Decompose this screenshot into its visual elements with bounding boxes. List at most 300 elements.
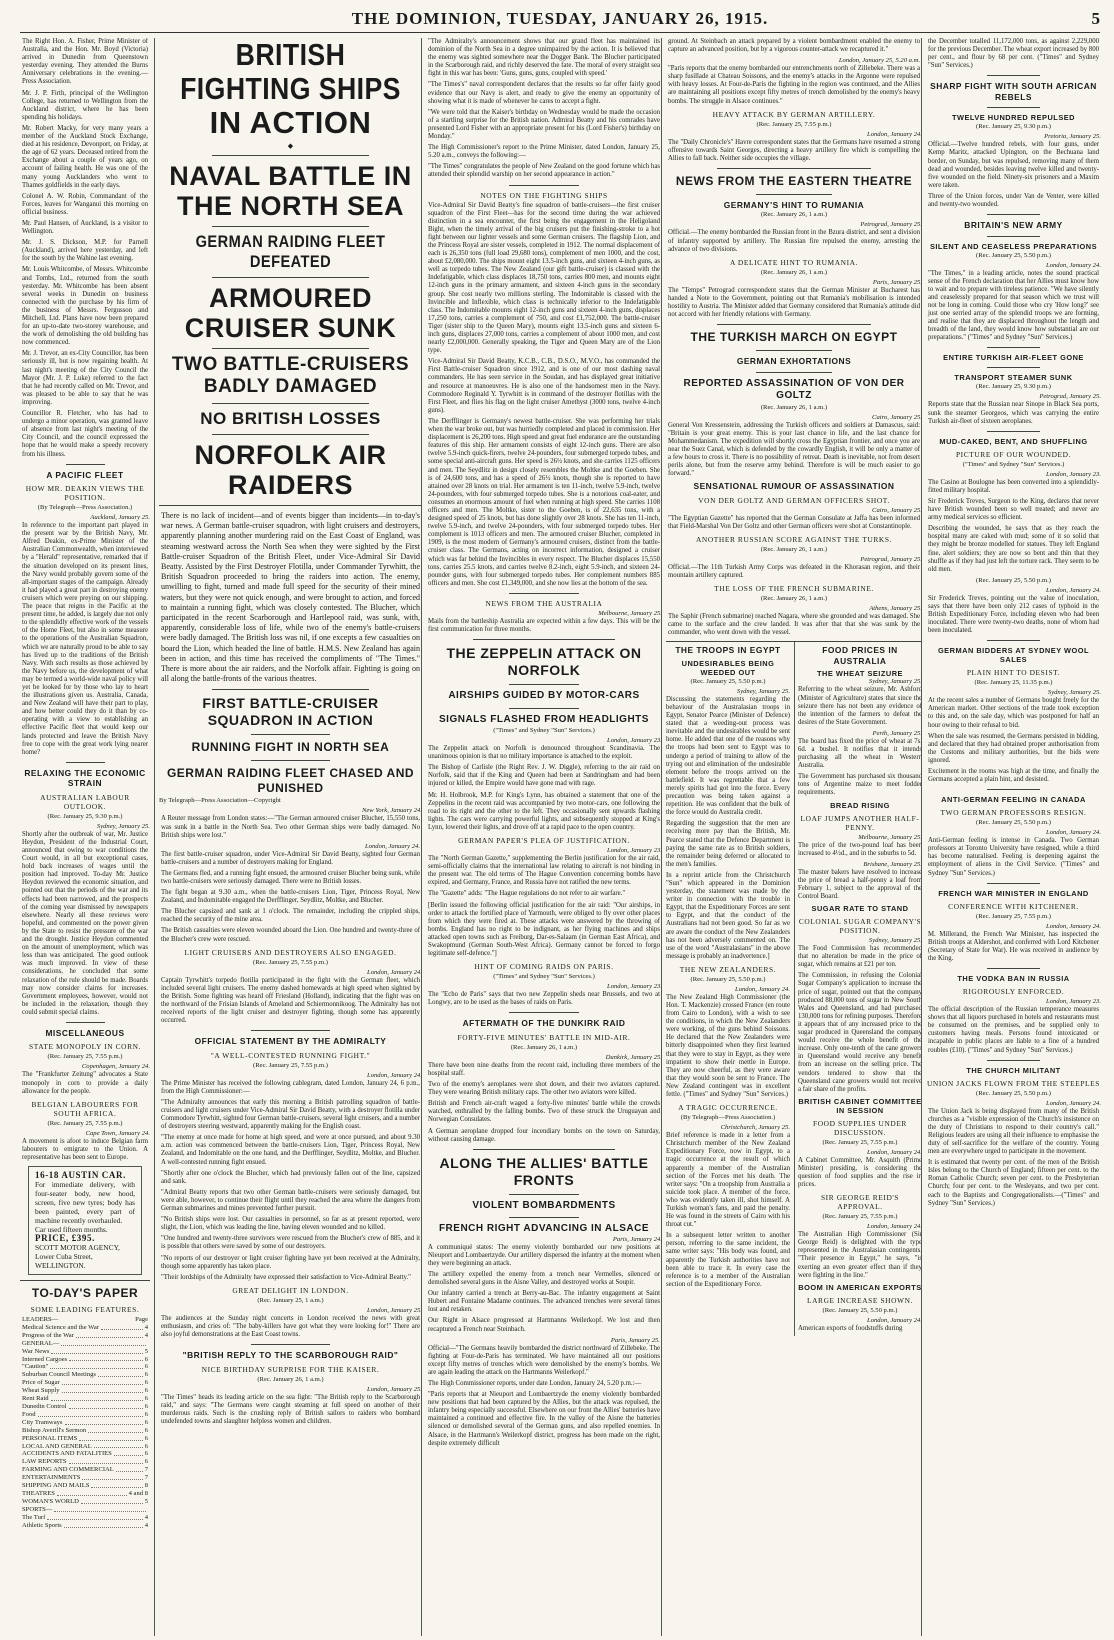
divider <box>251 1344 330 1345</box>
index-row <box>20 1332 150 1340</box>
received-line: (Rec. January 25, 7.55 p.m.) <box>47 1053 123 1061</box>
paragraph: In reference to the important part played in the present war by the British Navy, Mr. Alfred Deakin, ex-Prime Minister of the Australian Commonwealth, when interviewed by a "Herald" representative, remarked that if the situation developed on its present lines, the Navy would probably govern some of the all-important stages of the campaign. Already it had played a great part in destroying enemy cruisers which were preying on our shipping. The peace that reigns in the Pacific at the present time, he added, is largely due not only to the splendidly effective work of the vessels of the Home Fleet, but also in some measure to the operations of the Australian Squadron, which we are naturally proud to be able to say has lived up to the traditions of the British Navy. With such results as those achieved by the Navy before us, the development of what may be termed a world-wide naval policy will yet be looked for by those who lay to heart the illustrations given us. Australia, Canada, and New Zealand will have their part to play, and how better could they do it than by co-operating with a view to establishing an effective Pacific fleet that would keep our lands protected and leave the British Navy free to cope with the great work lying nearer home? <box>22 522 148 756</box>
paragraph: The Prime Minister has received the following cablegram, dated London, January 24, 6 p.m., from the High Commissioner:— <box>161 1079 420 1095</box>
received-line: (Rec. January 26, 1 a.m.) <box>760 545 828 553</box>
paragraph: Vice-Admiral Sir David Beatty, K.C.B., C.B., D.S.O., M.V.O., has commanded the First Battle-cruiser Squadron since 1912, and is one of our most dashing naval commanders. He has seen service in the Soudan, and has displayed great initiative and resource at manoeuvres. He is also one of the handsomest men in the Navy. Commodore Reginald Y. Tyrwhitt is in command of the destroyer flotillas with the First Fleet, and flies his flag on the light cruiser Amethyst (3000 tons, twelve 4-inch guns). <box>428 358 660 414</box>
received-line: (Rec. January 26, 1 a.m.) <box>760 211 828 219</box>
dateline-place: Sydney, January 25. <box>96 822 150 830</box>
paragraph: The Union Jack is being displayed from many of the British churches as a "visible expression of the Church's insistence on the duty of Christians to respond to their country's call." Religious leaders are using all their influence to emphasise the duty of self-sacrifice for the welfare of the country. Young men are everywhere urged to participate in the movement. <box>928 1107 1099 1156</box>
paragraph: Mr. Robert Macky, for very many years a member of the Auckland Stock Exchange, died at his residence, Devonport, on Friday, at the age of 62 years. Deceased retired from the Exchange about a couple of years ago, on account of failing health. He was one of the many young Aucklanders who went to Thames goldfields in the early days. <box>22 124 148 189</box>
dateline-place: Copenhagen, January 24. <box>81 1063 150 1071</box>
headline: TWO BATTLE-CRUISERS BADLY DAMAGED <box>171 354 410 397</box>
index-page: 5 <box>144 1497 148 1505</box>
divider <box>987 431 1040 432</box>
headline: SUGAR RATE TO STAND <box>811 904 909 914</box>
paragraph: [Berlin issued the following official justification for the air raid: "Our airships, in order to attack the fortified place of Yarmouth, were obliged to fly over other places from which they were fired at. These attacks were answered by the throwing of bombs. England has no right to be indignant, as her flying machines and ships attacked open towns such as Freiburg, Dar-es-Salaam (in German East Africa), and Swakopmund (German South-West Africa). Germany cannot be forced to forgo legitimate self-defence."] <box>428 901 660 958</box>
paragraph: Mr. Louis Whitcombe, of Messrs. Whitcombe and Tombs, Ltd., returned from the south yesterday. Mr. Whitcombe has been absent several weeks in Dunedin on business connected with the purchase by his firm of the business of Messrs. Fergusson and Mitchell, Ltd. Plans have now been prepared for an up-to-date two-storey warehouse, and the work of demolishing the old building has now commenced. <box>22 266 148 347</box>
paragraph: "Admiral Beatty reports that two other German battle-cruisers were seriously damaged, but were able, however, to continue their flight until they reached the area where the dangers from German submarines and mines prevented further pursuit. <box>161 1188 420 1213</box>
headline: NO BRITISH LOSSES <box>200 409 381 428</box>
dateline-place: London, January 24. <box>867 130 922 138</box>
index-label: Suburban Council Meetings <box>22 1371 96 1379</box>
dateline-place: London, January 24. <box>365 842 420 850</box>
divider <box>509 708 580 709</box>
divider <box>212 403 370 404</box>
dateline-place: Sydney, January 25. <box>736 687 790 695</box>
index-leader-dots <box>116 1466 143 1472</box>
subheadline: UNION JACKS FLOWN FROM THE STEEPLES <box>927 1078 1100 1088</box>
paragraph: Mr. J. S. Dickson, M.P. for Parnell (Auckland), arrived here yesterday, and left for the south by the Wahine last evening. <box>22 239 148 263</box>
dateline-place: London, January 24. <box>367 968 422 976</box>
received-line: (Rec. January 25, 7.55 p.m.) <box>756 120 832 128</box>
dateline-place: London, January 24. <box>1046 586 1101 594</box>
index-row <box>20 1514 150 1522</box>
index-label: Food <box>22 1410 36 1418</box>
subheadline: THE NEW ZEALANDERS. <box>679 964 777 974</box>
index-label: Price of Sugar <box>22 1379 60 1387</box>
subheadline: BELGIAN LABOURERS FOR SOUTH AFRICA. <box>31 1099 139 1118</box>
subheadline: CONFERENCE WITH KITCHENER. <box>948 901 1079 911</box>
dateline-place: London, January 24. <box>735 985 790 993</box>
divider <box>251 760 330 761</box>
headline: REPORTED ASSASSINATION OF VON DER GOLTZ <box>683 377 905 402</box>
received-line: (Rec. January 25, 7.55 p.m.) <box>822 1138 898 1146</box>
divider <box>717 168 871 169</box>
dateline-place: Petrograd, January 25. <box>860 221 922 229</box>
subheadline: PLAIN HINT TO DESIST. <box>966 668 1061 678</box>
divider <box>987 789 1040 790</box>
dateline-place: London, January 25. <box>367 1385 422 1393</box>
paragraph: It is estimated that twenty per cent. of the men of the British Isles belong to the Church of England; fifteen per cent. to the Roman Catholic Church; seven per cent. to the Presbyterian Church; four per cent. to the Wesleyans, and two per cent. each to the Baptists and Congregationalists.—("Times" and Sydney "Sun" Services.) <box>928 1159 1099 1207</box>
headline: FOOD PRICES IN AUSTRALIA <box>822 645 898 666</box>
dateline-place: London, January 24. <box>1046 829 1101 837</box>
received-line: (Rec. January 25, 7.55 p.m.) <box>976 912 1051 920</box>
received-line: (Rec. January 26, 1 a.m.) <box>760 268 828 276</box>
paragraph: The Food Commission has recommended that no alteration be made in the price of sugar, which remains at £21 per ton. <box>798 945 922 969</box>
dateline-place: Paris, January 24. <box>612 1235 662 1243</box>
received-line: (Rec. January 25, 5.50 p.m.) <box>690 975 766 983</box>
received-line: (Rec. January 26, 1 a.m.) <box>510 1043 578 1051</box>
index-label: City Tramways <box>22 1418 63 1426</box>
subheadline: LARGE INCREASE SHOWN. <box>806 1295 913 1305</box>
divider <box>756 194 833 195</box>
received-line: (Rec. January 25, 7.55 p.m.) <box>253 1061 328 1069</box>
index-page: 4 <box>144 1323 148 1331</box>
dateline-place: Brisbane, January 25. <box>863 860 922 868</box>
index-label: War News <box>22 1347 50 1355</box>
subheadline: A DELICATE HINT TO RUMANIA. <box>729 257 859 267</box>
index-row <box>20 1522 150 1530</box>
credit-line: ("Times" and Sydney "Sun" Services.) <box>493 973 595 981</box>
headline: NORFOLK AIR RAIDERS <box>194 440 387 500</box>
index-label: WOMAN'S WORLD <box>22 1497 79 1505</box>
divider <box>212 689 370 690</box>
divider <box>251 1030 330 1031</box>
index-page: 4 <box>144 1513 148 1521</box>
dateline-place: Athens, January 25. <box>869 605 922 613</box>
paragraph: "Shortly after one o'clock the Blucher, which had previously fallen out of the line, capsized and sank. <box>161 1169 420 1185</box>
subheadline: A TRAGIC OCCURRENCE. <box>678 1103 778 1113</box>
divider <box>20 1280 150 1281</box>
index-leader-dots <box>47 1514 142 1520</box>
received-line: (Rec. January 25, 7.55 p.m.) <box>822 1213 898 1221</box>
subheadline: GREAT DELIGHT IN LONDON. <box>232 1285 349 1295</box>
index-label: Athletic Sports <box>22 1521 62 1529</box>
two-column-block <box>666 641 922 1335</box>
egypt-column <box>666 642 790 1335</box>
subheadline: STATE MONOPOLY IN CORN. <box>29 1042 141 1052</box>
paragraph: The New Zealand High Commissioner (the Hon. T. Mackenzie) crossed France (en route from Cairo to London), with a wish to see the conditions, in which the New Zealanders were working, of the guns behind Soissons. He declared that the New Zealanders were bitterly disappointed when they first learned that they were to stay in Egypt, as they were impatient to show their mettle in Europe. They are now cheerful, as they were aware that they would soon be sent to France. The New Zealand contingent was in excellent fettle. ("Times" and Sydney "Sun" Services.) <box>666 993 790 1099</box>
dateline-place: London, January 24. <box>1046 1099 1101 1107</box>
index-label: The Turf <box>22 1513 46 1521</box>
index-label: FARMING AND COMMERCIAL <box>22 1466 114 1474</box>
index-leader-dots <box>61 1340 146 1346</box>
index-label: Progress of the War <box>22 1331 74 1339</box>
paragraph: The High Commissioner reports, under date London, January 24, 5.20 p.m.:— <box>428 1380 642 1387</box>
index-label: ENTERTAINMENTS <box>22 1474 81 1482</box>
dateline-place: Pretoria, January 25. <box>1044 133 1101 141</box>
paragraph: Sir Frederick Treves, Surgeon to the King, declares that never have British wounded been so well treated; and never are army medical services so efficient. <box>928 497 1099 522</box>
paragraph: The Bishop of Carlisle (the Right Rev. J. W. Diggle), referring to the air raid on Norfolk, said that if the King and Queen had been at Sandringham and had been injured or killed, the Empire would have gone mad with rage. <box>428 764 660 788</box>
ornament-divider: ◆ <box>287 142 294 150</box>
paragraph: General Von Kressenstein, addressing the Turkish officers and soldiers at Damascus, said: "Britain is your great enemy. This is your last chance in life, and the last chance for Mohammedanism. The expedition will shortly cross the Egyptian frontier, and once you are near the Suez Canal, which is defended by the cowardly English, it will be only a matter of a few hours to cross it. There is no possibility of retreat. Death is inevitable, not from desert perils alone, but from the reserve army behind. Therefore is will be much easier to go forward." <box>668 421 920 478</box>
index-page: 4 and 8 <box>128 1489 148 1497</box>
index-row <box>20 1387 150 1395</box>
index-leader-dots <box>79 1435 142 1441</box>
paragraph: The Derfflinger is Germany's newest battle-cruiser. She was performing her trials when the war broke out, but was hurriedly completed and placed in commission. Her displacement is 26,200 tons. High speed and great fuel endurance are the outstanding features of this ship. Her armament consists of eight 12-inch guns. There are also twelve 5.9-inch quick-firers, twelve 24-pounders, four submerged torpedo tubes, and some special anti-aircraft guns. Her speed is 26½ knots, and she carries 1125 officers and men. The Seydlitz in design closely resembles the Moltke and the Goeben. She is of 24,600 tons, and has a speed of 26½ knots, though she is reported to have attained over 28 knots on trial. Her armament is ten 11-inch, twelve 5.9-inch, twelve 24-pounders, with four submerged torpedo tubes. She is a notorious coal-eater, and consumes an enormous amount of fuel when running at high speed. She carries 1108 officers and men. The Moltke, sister to the Goeben, is of 22,635 tons, with a designed speed of 25 knots, but has done slightly over 28 knots. She has ten 11-inch, twelve 5.9-inch, and twelve 24-pounders, with four submerged torpedo tubes. Her complement is 1013 officers and men. The armoured cruiser Blucher, completed in 1909, is the most modern of Germany's armoured cruisers, distinct from the battle-cruiser class. The Germans, acting on incorrect information, designed a cruiser which was far behind the Invincibles in every respect. The Blucher displaces 15,550 tons, carries 25.5 knots, and carries twelve 8.2-inch, eight 5.9-inch, and sixteen 24-pounder guns, with four submerged torpedo tubes. Her complement numbers 885 officers and men. She cost £1,349,000, and she now lies at the bottom of the sea. <box>428 417 660 587</box>
divider <box>987 236 1040 237</box>
paragraph: "The Times," in a leading article, notes the sound practical sense of the French declaration that her Allies must know how to wait and to prepare with tireless patience. "We have silently and ceaselessly prepared for that season which we trust will not be long in coming. Could those who cry 'How long?' see just one serried array of the splendid troops we are forming, and realise that they are displaced throughout the length and breadth of the land, they would know how substantial are our preparations." ("Times" and Sydney "Sun" Services.) <box>928 269 1099 342</box>
received-line: (Rec. January 25, 5.50 p.m.) <box>976 251 1051 259</box>
subheadline: HEAVY ATTACK BY GERMAN ARTILLERY. <box>712 109 876 119</box>
index-label: Dunedin Control <box>22 1403 67 1410</box>
paragraph: A Reuter message from London states:—"The German armoured cruiser Blucher, 15,550 tons, was sunk in a battle in the North Sea. Two other German ships were badly damaged. No British ships were lost." <box>161 815 420 839</box>
credit-line: ("Times" and Sydney "Sun" Services.) <box>493 727 595 735</box>
paragraph: A Cabinet Committee, Mr. Asquith (Prime Minister) presiding, is considering the question of food supplies and the rise in prices. <box>798 1156 922 1189</box>
divider <box>212 277 370 278</box>
dateline-place: Melbourne, January 25. <box>598 609 662 617</box>
headline: MUD-CAKED, BENT, AND SHUFFLING <box>939 436 1088 446</box>
headline: "BRITISH REPLY TO THE SCARBOROUGH RAID" <box>182 1350 399 1361</box>
column-5 <box>921 38 1101 1636</box>
paragraph: The British casualties were eleven wounded aboard the Lion. One hundred and twenty-three of the Blucher's crew were rescued. <box>161 927 420 943</box>
index-page: 7 <box>144 1466 148 1474</box>
headline: BOOM IN AMERICAN EXPORTS <box>798 1282 922 1292</box>
received-line: (Rec. January 25, 9.30 p.m.) <box>976 383 1051 391</box>
received-line: (Rec. January 25, 9.30 p.m.) <box>976 123 1051 131</box>
paragraph: Discussing the statements regarding the behaviour of the Australasian troops in Egypt, Senator Pearce (Minister of Defence) stated that a weeding-out process was inevitable and the undesirables would be sent home. He added that one of the reasons why the troops had been sent to Egypt was to undergo a period of training to allow of the trying out and elimination of the undesirable element before the troops arrived on the battlefield. It was regrettable that a few merely spirits had got into the force. Every precaution was being taken against a repetition. He was confident that the bulk of the force would do Australia credit. <box>666 695 790 817</box>
dateline-place: Dunkirk, January 25. <box>605 1053 662 1061</box>
index-row <box>20 1379 150 1387</box>
divider <box>987 968 1040 969</box>
index-page: 8 <box>144 1482 148 1490</box>
dateline-place: Sydney, January 25. <box>868 937 922 945</box>
divider <box>987 347 1040 348</box>
paragraph: "Paris reports that at Nieuport and Lombaertzyde the enemy violently bombarded new positions that had been captured by the Allies, but the attack was repulsed, the infantry being especially successful. Elsewhere on our front the Allies' batteries have maintained a continued and effective fire. In the valley of the Aisne the batteries silenced or demolished several of the German guns, and also repelled enemies. In Alsace, in the Hartmann's Weilerkopf district, progress has been made on the right, despite extremely difficult <box>428 1391 660 1447</box>
index-row <box>20 1395 150 1403</box>
divider <box>66 762 105 763</box>
index-leader-dots <box>62 1387 143 1393</box>
dateline-place: Christchurch, January 25. <box>720 1124 790 1132</box>
divider <box>987 75 1040 76</box>
paragraph: Our infantry carried a trench at Berry-au-Bac. The infantry engagement at Saint Hubert and Fontaine Madame continues. The advanced trenches were several times lost and retaken. <box>428 1290 660 1314</box>
dateline-place: London, January 24. <box>1046 261 1101 269</box>
masthead <box>20 6 1100 33</box>
divider <box>987 214 1040 215</box>
subheadline: NEWS FROM THE AUSTRALIA <box>485 598 603 608</box>
received-line: (Rec. January 26, 1 a.m.) <box>257 1375 324 1383</box>
divider <box>509 593 580 594</box>
index-label: Bishop Averill's Sermon <box>22 1426 87 1434</box>
dateline-place: Cairo, January 25. <box>872 506 922 514</box>
subheadline: NICE BIRTHDAY SURPRISE FOR THE KAISER. <box>201 1364 380 1374</box>
paragraph: "The Times" congratulates the people of New Zealand on the good fortune which has attended their splendid warship on her second appearance in action." <box>428 163 660 179</box>
index-leader-dots <box>81 1498 143 1504</box>
paragraph: Sir Frederick Treves, pointing out the value of inoculation, says that there have been only 212 cases of typhoid in the British Expeditionary Force, including eleven who had been inoculated. There were twenty-two deaths, none of whom had been inoculated. <box>928 594 1099 635</box>
dateline-place: Auckland, January 25. <box>90 514 150 522</box>
index-label: "Caution" <box>22 1363 49 1371</box>
headline: SHARP FIGHT WITH SOUTH AFRICAN REBELS <box>930 81 1097 102</box>
index-leader-dots <box>38 1411 143 1417</box>
received-line: (Rec. January 25, 5.50 p.m.) <box>822 1306 898 1314</box>
divider <box>987 367 1040 368</box>
index-list <box>20 1324 150 1530</box>
column-4 <box>661 38 922 1636</box>
section-title: TO-DAY'S PAPER <box>31 1286 139 1301</box>
masthead-title: THE DOMINION, TUESDAY, JANUARY 26, 1915. <box>351 9 769 28</box>
paragraph: "The Times's" naval correspondent declares that the results so far offer fairly good evidence that our Navy is alert, and ready to give the enemy an opportunity of showing what it is made of whenever he cares to accept a fight. <box>428 81 660 105</box>
divider <box>212 226 370 227</box>
index-label: SHIPPING AND MAILS <box>22 1482 90 1490</box>
headline: A PACIFIC FLEET <box>46 469 124 480</box>
divider <box>473 1149 615 1150</box>
dateline-place: Paris, January 25. <box>872 278 922 286</box>
divider <box>509 1217 580 1218</box>
index-leader-dots <box>94 1443 143 1449</box>
paragraph: The artillery expelled the enemy from a trench near Vermelles, silenced or demolished several guns in the Aisne Valley, and destroyed works at Soupir. <box>428 1270 660 1287</box>
subheadline: AUSTRALIAN LABOUR OUTLOOK. <box>40 792 130 811</box>
index-leader-dots <box>62 1379 143 1385</box>
headline: BRITISH CABINET COMMITTEE IN SESSION <box>798 1096 922 1115</box>
index-row <box>20 1450 150 1458</box>
paragraph: Vice-Admiral Sir David Beatty's fine squadron of battle-cruisers—the first cruiser squadron of the First Fleet—has for the second time during the war achieved distinction in a sea encounter, the first being the engagement in the Heligoland Bight, when the timely arrival of the big cruisers put the finishing-stroke to a hot fight between our lighter vessels and some German cruisers. The flagship Lion, and the Princess Royal are sister vessels, completed in 1912. The normal displacement of each is 26,350 tons (full load 29,680 tons), complement of men 1000, and the cost, about £2,080,000. The ships mount eight 13.5-inch guns, and sixteen 4-inch guns, as well as torpedo tubes. The New Zealand (our gift battle-cruiser) is classed with the Indefatigable, which class displaces 18,750 tons, carries 800 men, and mounts eight 12-inch guns in the primary armament, and sixteen 4-inch guns in the secondary group. She cost nearly two millions sterling. The Indomitable is classed with the Invincible and Inflexible, which class is technically inferior to the Indefatigable class. The Indomitable mounts eight 12-inch guns and sixteen 4-inch guns, displaces 17,250 tons, carries a complement of 750, and cost £1,752,000. The battle-cruiser Tiger (sister ship to the Queen Mary), mounts eight 13.5-inch guns and sixteen 6-inch guns, displaces 27,000 tons, carries a complement of about 1000 men, and cost nearly £2,000,000. Generally speaking, the Tiger and Queen Mary are of the Lion type. <box>428 201 660 355</box>
paragraph: Two of the enemy's aeroplanes were shot down, and their two aviators captured. They were wearing British military caps. The other two aviators were killed. <box>428 1081 660 1097</box>
paragraph: "The Admiralty's announcement shows that our grand fleet has maintained its dominion of the North Sea in a degree unimpaired by the action. It is believed that the enemy was sighted somewhere near the Dogger Bank. The Blucher participated in the Scarborough raid, and richly deserved the fate. The moral of every straight sea fight in this war has been: 'Guns, guns, guns, coupled with speed.' <box>428 38 660 78</box>
headline: OFFICIAL STATEMENT BY THE ADMIRALTY <box>194 1036 387 1047</box>
paragraph: The "Temps" Petrograd correspondent states that the German Minister at Bucharest has handed a Note to the Government, pointing out that Rumania's mobilisation is intended hostility to Austria. The Minister added that Germany considered that Rumania's attitude did not accord with her friendly relations with Germany. <box>668 286 920 318</box>
headline: MISCELLANEOUS <box>45 1027 125 1038</box>
paragraph: Referring to the wheat seizure, Mr. Ashford (Minister of Agriculture) states that since the seizure there has not been any evidence of the intention of the farmers to defeat the desires of the State Government. <box>798 686 922 726</box>
dateline-place: London, January 23. <box>607 983 662 991</box>
paragraph: Brief reference is made in a letter from a Christchurch member of the New Zealand Expeditionary Force, now in Egypt, to a tragic occurrence at the result of which apparently a member of the Australian section of the Forces met his death. The writer says: "On a troopship from Australia a suicide took place. A member of the force, who was evidently taken ill, shot himself. A Turkish woman's fans, and paid the penalty. He was found in the streets of Cairo with his throat cut." <box>666 1132 790 1229</box>
headline: FIRST BATTLE-CRUISER SQUADRON IN ACTION <box>202 695 379 729</box>
subheadline: "A WELL-CONTESTED RUNNING FIGHT." <box>210 1050 371 1060</box>
paragraph: In a subsequent letter written to another person, referring to the same incident, the same writer says: "His body was found, and apparently the Turkish authorities have not been able to trace it. In every case the reference is to a member of the Australian section of the Expeditionary Force. <box>666 1232 790 1288</box>
index-row <box>20 1363 150 1371</box>
paragraph: Reports state that the Russian near Sinope in Black Sea ports, sunk the steamer Georgeos, which was carrying the entire Turkish air-fleet of sixteen aeroplanes. <box>928 401 1099 425</box>
paragraph: Mr. Paul Hansen, of Auckland, is a visitor to Wellington. <box>22 219 148 236</box>
dateline-place: Melbourne, January 25. <box>858 833 922 841</box>
index-leader-dots <box>82 1474 142 1480</box>
paragraph: Mr. H. Holbrook, M.P. for King's Lynn, has obtained a statement that one of the Zeppelins in the recent raid was accompanied by two motor-cars, one following the road to its right and the other to the left. They occasionally sent upwards flashing lights. The cars were carrying powerful lights, and subsequently stopped at King's Lynn, lowered their lights, and drove off at a rapid pace to the open country. <box>428 791 660 831</box>
headline: SENSATIONAL RUMOUR OF ASSASSINATION <box>693 481 895 492</box>
paragraph: Official.—Twelve hundred rebels, with four guns, under Kemp Maritz, attacked Upington, on the Bechuana land border, on Sunday, but was repulsed, removing many of them dead and wounded, besides leaving twelve killed and twenty-five wounded on the field. Ninety-six prisoners and a Maxim were taken. <box>928 141 1099 189</box>
divider <box>987 883 1040 884</box>
headline: THE TROOPS IN EGYPT <box>675 645 781 656</box>
divider <box>987 107 1040 108</box>
paragraph: The Right Hon. A. Fisher, Prime Minister of Australia, and the Hon. Mr. Boyd (Victoria) arrived in Dunedin from Queenstown yesterday evening. They attended the Burns Anniversary celebrations in the evening.—Press Association. <box>22 38 148 86</box>
headline: UNDESIRABLES BEING WEEDED OUT <box>681 658 775 677</box>
paragraph: the December totalled 11,172,000 tons, as against 2,229,000 for the previous December. The wheat export increased by 800 per cent., and flour by 68 per cent. ("Times" and Sydney "Sun" Services.) <box>928 38 1099 70</box>
headline: VIOLENT BOMBARDMENTS <box>472 1199 616 1211</box>
headline: THE TURKISH MARCH ON EGYPT <box>690 330 898 345</box>
headline: ARMOURED CRUISER SUNK <box>184 283 397 343</box>
divider <box>509 684 580 685</box>
headline: FRENCH RIGHT ADVANCING IN ALSACE <box>438 1223 650 1235</box>
dateline-place: Cairo, January 25. <box>872 413 922 421</box>
paragraph: "The enemy at once made for home at high speed, and were at once pursued, and about 9.30 a.m. action was commenced between the battle-cruisers Lion, Tiger, Princess Royal, New Zealand, and Indomitable on the one hand, and the Derfflinger, Seydlitz, Moltke, and Blucher. A well-contested running fight ensued. <box>161 1134 420 1166</box>
divider <box>159 505 422 506</box>
headline: NAVAL BATTLE IN THE NORTH SEA <box>169 161 412 221</box>
headline: SILENT AND CEASELESS PREPARATIONS <box>929 241 1098 251</box>
headline: GERMAN RAIDING FLEET DEFEATED <box>195 232 386 271</box>
dateline-place: New York, January 24. <box>361 807 422 815</box>
paragraph: ground. At Steinbach an attack prepared by a violent bombardment enabled the enemy to capture an advanced position, but by a vigorous counter-attack we recaptured it." <box>668 38 920 54</box>
divider <box>756 350 833 351</box>
paragraph: Colonel A. W. Robin, Commandant of the Forces, leaves for Wanganui this morning on official business. <box>22 192 148 216</box>
divider <box>473 639 615 640</box>
divider <box>212 348 370 349</box>
index-row <box>20 1490 150 1498</box>
headline: AFTERMATH OF THE DUNKIRK RAID <box>462 1018 626 1029</box>
paragraph: The "Gazette" adds: "The Hague regulations do not refer to air warfare." <box>428 890 626 898</box>
paragraph: The Zeppelin attack on Norfolk is denounced throughout Scandinavia. The unanimous opinion is that no military importance is attached to the exploit. <box>428 745 660 761</box>
index-leader-dots <box>91 1482 142 1488</box>
headline: AIRSHIPS GUIDED BY MOTOR-CARS <box>448 690 640 702</box>
index-leader-dots <box>88 1427 143 1433</box>
dateline-place: London, January 23. <box>1046 998 1101 1006</box>
advertisement <box>28 1166 142 1275</box>
headline: GERMAN BIDDERS AT SYDNEY WOOL SALES <box>937 646 1090 665</box>
divider <box>509 1194 580 1195</box>
index-row <box>20 1435 150 1443</box>
index-leader-dots <box>57 1490 127 1496</box>
index-page: 6 <box>144 1355 148 1363</box>
paragraph: Councillor R. Fletcher, who has had to undergo a minor operation, was granted leave of absence from last night's meeting of the City Council, and the council expressed the hope that he would make a speedy recovery from his illness. <box>22 410 148 458</box>
divider <box>509 185 580 186</box>
dateline-place: London, January 24. <box>1046 922 1101 930</box>
received-line: (Rec. January 25, 7.55 p.m.) <box>47 1119 123 1127</box>
paragraph: "One hundred and twenty-three survivors were rescued from the Blucher's crew of 885, and it is possible that others were saved by some of our destroyers. <box>161 1235 420 1251</box>
dateline-place: Paris, January 25. <box>610 1336 660 1344</box>
index-page: 7 <box>144 1474 148 1482</box>
divider <box>987 640 1040 641</box>
index-row <box>20 1403 150 1411</box>
index-row <box>20 1411 150 1419</box>
index-leader-dots <box>54 1506 146 1512</box>
index-row <box>20 1371 150 1379</box>
received-line: (Rec. January 25, 5.50 p.m.) <box>976 819 1051 827</box>
subheadline: GERMAN PAPER'S PLEA OF JUSTIFICATION. <box>458 836 630 846</box>
divider <box>251 734 330 735</box>
index-row <box>20 1458 150 1466</box>
headline: THE VODKA BAN IN RUSSIA <box>957 974 1070 984</box>
headline: ALONG THE ALLIES' BATTLE FRONTS <box>439 1154 649 1188</box>
index-label: Rent Raid <box>22 1395 49 1403</box>
index-row <box>20 1419 150 1427</box>
index-leader-dots <box>65 1419 143 1425</box>
paragraph: The first battle-cruiser squadron, under Vice-Admiral Sir David Beatty, sighted four German battle-cruisers and a number of destroyers making for England. <box>161 850 420 866</box>
received-line: (Rec. January 25, 5.50 p.m.) <box>976 576 1051 584</box>
index-row <box>20 1474 150 1482</box>
index-page: 6 <box>144 1434 148 1442</box>
index-page: 6 <box>144 1395 148 1403</box>
credit-line: (By Telegraph—Press Association.) <box>680 1114 776 1122</box>
received-line: (Rec. January 26, 1 a.m.) <box>760 403 828 411</box>
index-page: 4 <box>144 1521 148 1529</box>
paragraph: The "Frankfurter Zeitung" advocates a State monopoly in corn to provide a daily allowance for the people. <box>22 1071 148 1095</box>
headline: GERMAN EXHORTATIONS <box>736 356 852 367</box>
paragraph: Regarding the suggestion that the men are receiving more pay than the British, Mr. Pearce stated that the Defence Department is paying the same rate as to British soldiers, the remainder being deferred or allocated to the men's families. <box>666 820 790 868</box>
paragraph: The board has fixed the price of wheat at 7s. 6d. a bushel. It notifies that it intends purchasing all the wheat in Western Australia. <box>798 737 922 770</box>
paragraph: The "Daily Chronicle's" Havre correspondent states that the Germans have resumed a strong offensive towards Saint Georges, directing a heavy artillery fire which is compelling the Allies to fall back. Neither side occupies the village. <box>668 138 920 162</box>
index-label: SPORTS— <box>22 1505 53 1513</box>
paragraph: "The Admiralty announces that early this morning a British patrolling squadron of battle-cruisers and light cruisers under Vice-Admiral Sir David Beatty, with a destroyer flotilla under Commodore Tyrwhitt, sighted four German battle-cruisers, several light cruisers, and a number of destroyers steering westward, apparently making for the English coast. <box>161 1098 420 1131</box>
index-page: 6 <box>144 1450 148 1458</box>
ad-text: Lower Cuba Street, <box>35 1252 93 1262</box>
index-row <box>20 1498 150 1506</box>
index-label: Medical Science and the War <box>22 1323 99 1331</box>
paragraph: The "North German Gazette," supplementing the Berlin justification for the air raid, semi-officially claims that the international law relating to aircraft is not binding in the present war. The old terms of The Hague Convention concerning bombs have expired, and Germany, France, and Russia have not ratified the new terms. <box>428 855 660 887</box>
dateline-place: Petrograd, January 25. <box>860 555 922 563</box>
ad-price: PRICE, £395. <box>35 1233 95 1244</box>
column-3 <box>421 38 662 1636</box>
received-line: (Rec. January 25, 7.55 p.m.) <box>253 958 328 966</box>
dateline-place: Sydney, January 25. <box>868 678 922 686</box>
main-headline: BRITISH FIGHTING SHIPS <box>180 38 401 106</box>
index-page: 6 <box>144 1363 148 1371</box>
index-label: ACCIDENTS AND FATALITIES <box>22 1450 112 1458</box>
index-label: LOCAL AND GENERAL <box>22 1442 92 1450</box>
index-page: 5 <box>144 1347 148 1355</box>
ad-text: WELLINGTON. <box>35 1261 86 1271</box>
index-header <box>20 1316 150 1324</box>
ad-title: 16-18 AUSTIN CAR. <box>35 1170 126 1181</box>
index-page: 6 <box>144 1458 148 1466</box>
headline: ENTIRE TURKISH AIR-FLEET GONE <box>943 353 1084 363</box>
index-leader-dots <box>69 1403 143 1409</box>
paragraph: The audiences at the Sunday night concerts in London received the news with great enthusiasm, and cries of: "The baby-killers have got what they were looking for!" There are also joyful demonstrations at the East Coast towns. <box>161 1314 420 1338</box>
divider <box>66 464 105 465</box>
headline: BRITAIN'S NEW ARMY <box>964 220 1063 231</box>
headline: SIGNALS FLASHED FROM HEADLIGHTS <box>439 713 649 725</box>
column-2 <box>154 38 422 1636</box>
index-page: 6 <box>144 1379 148 1387</box>
paragraph: Mails from the battleship Australia are expected within a few days. This will be the first communication for three months. <box>428 617 660 633</box>
headline: THE ZEPPELIN ATTACK ON NORFOLK <box>446 645 642 679</box>
index-row <box>20 1466 150 1474</box>
index-label: Interned Cargoes <box>22 1355 68 1363</box>
subheadline: FORTY-FIVE MINUTES' BATTLE IN MID-AIR. <box>457 1032 631 1042</box>
index-leader-dots <box>50 1363 142 1369</box>
index-header-page: Page <box>135 1316 148 1324</box>
paragraph: The Australian High Commissioner (Sir George Reid) is delighted with the type represented in the Australasian contingents. "Their presence in Egypt," he says, "is exerting an even greater effect than if they were fighting in the line." <box>798 1231 922 1279</box>
headline: FRENCH WAR MINISTER IN ENGLAND <box>938 888 1089 898</box>
paragraph: Official.—The 11th Turkish Army Corps was defeated in the Khorasan region, and their mountain artillery captured. <box>668 563 920 580</box>
paragraph: Describing the wounded, he says that as they reach the hospital many are caked with mud; some of it so solid that they might be bronze modelled for statues. They left England fine, alert soldiers; they are now so bent and thin that they shuffle as if they had just left the torture rack. They seem to be old men. <box>928 525 1099 573</box>
paragraph: Excitement in the rooms was high at the time, and finally the Germans accepted a plain hint, and desisted. <box>928 768 1099 784</box>
subheadline: SIR GEORGE REID'S APPROVAL. <box>820 1193 900 1212</box>
subheadline: PICTURE OF OUR WOUNDED. <box>955 449 1072 459</box>
